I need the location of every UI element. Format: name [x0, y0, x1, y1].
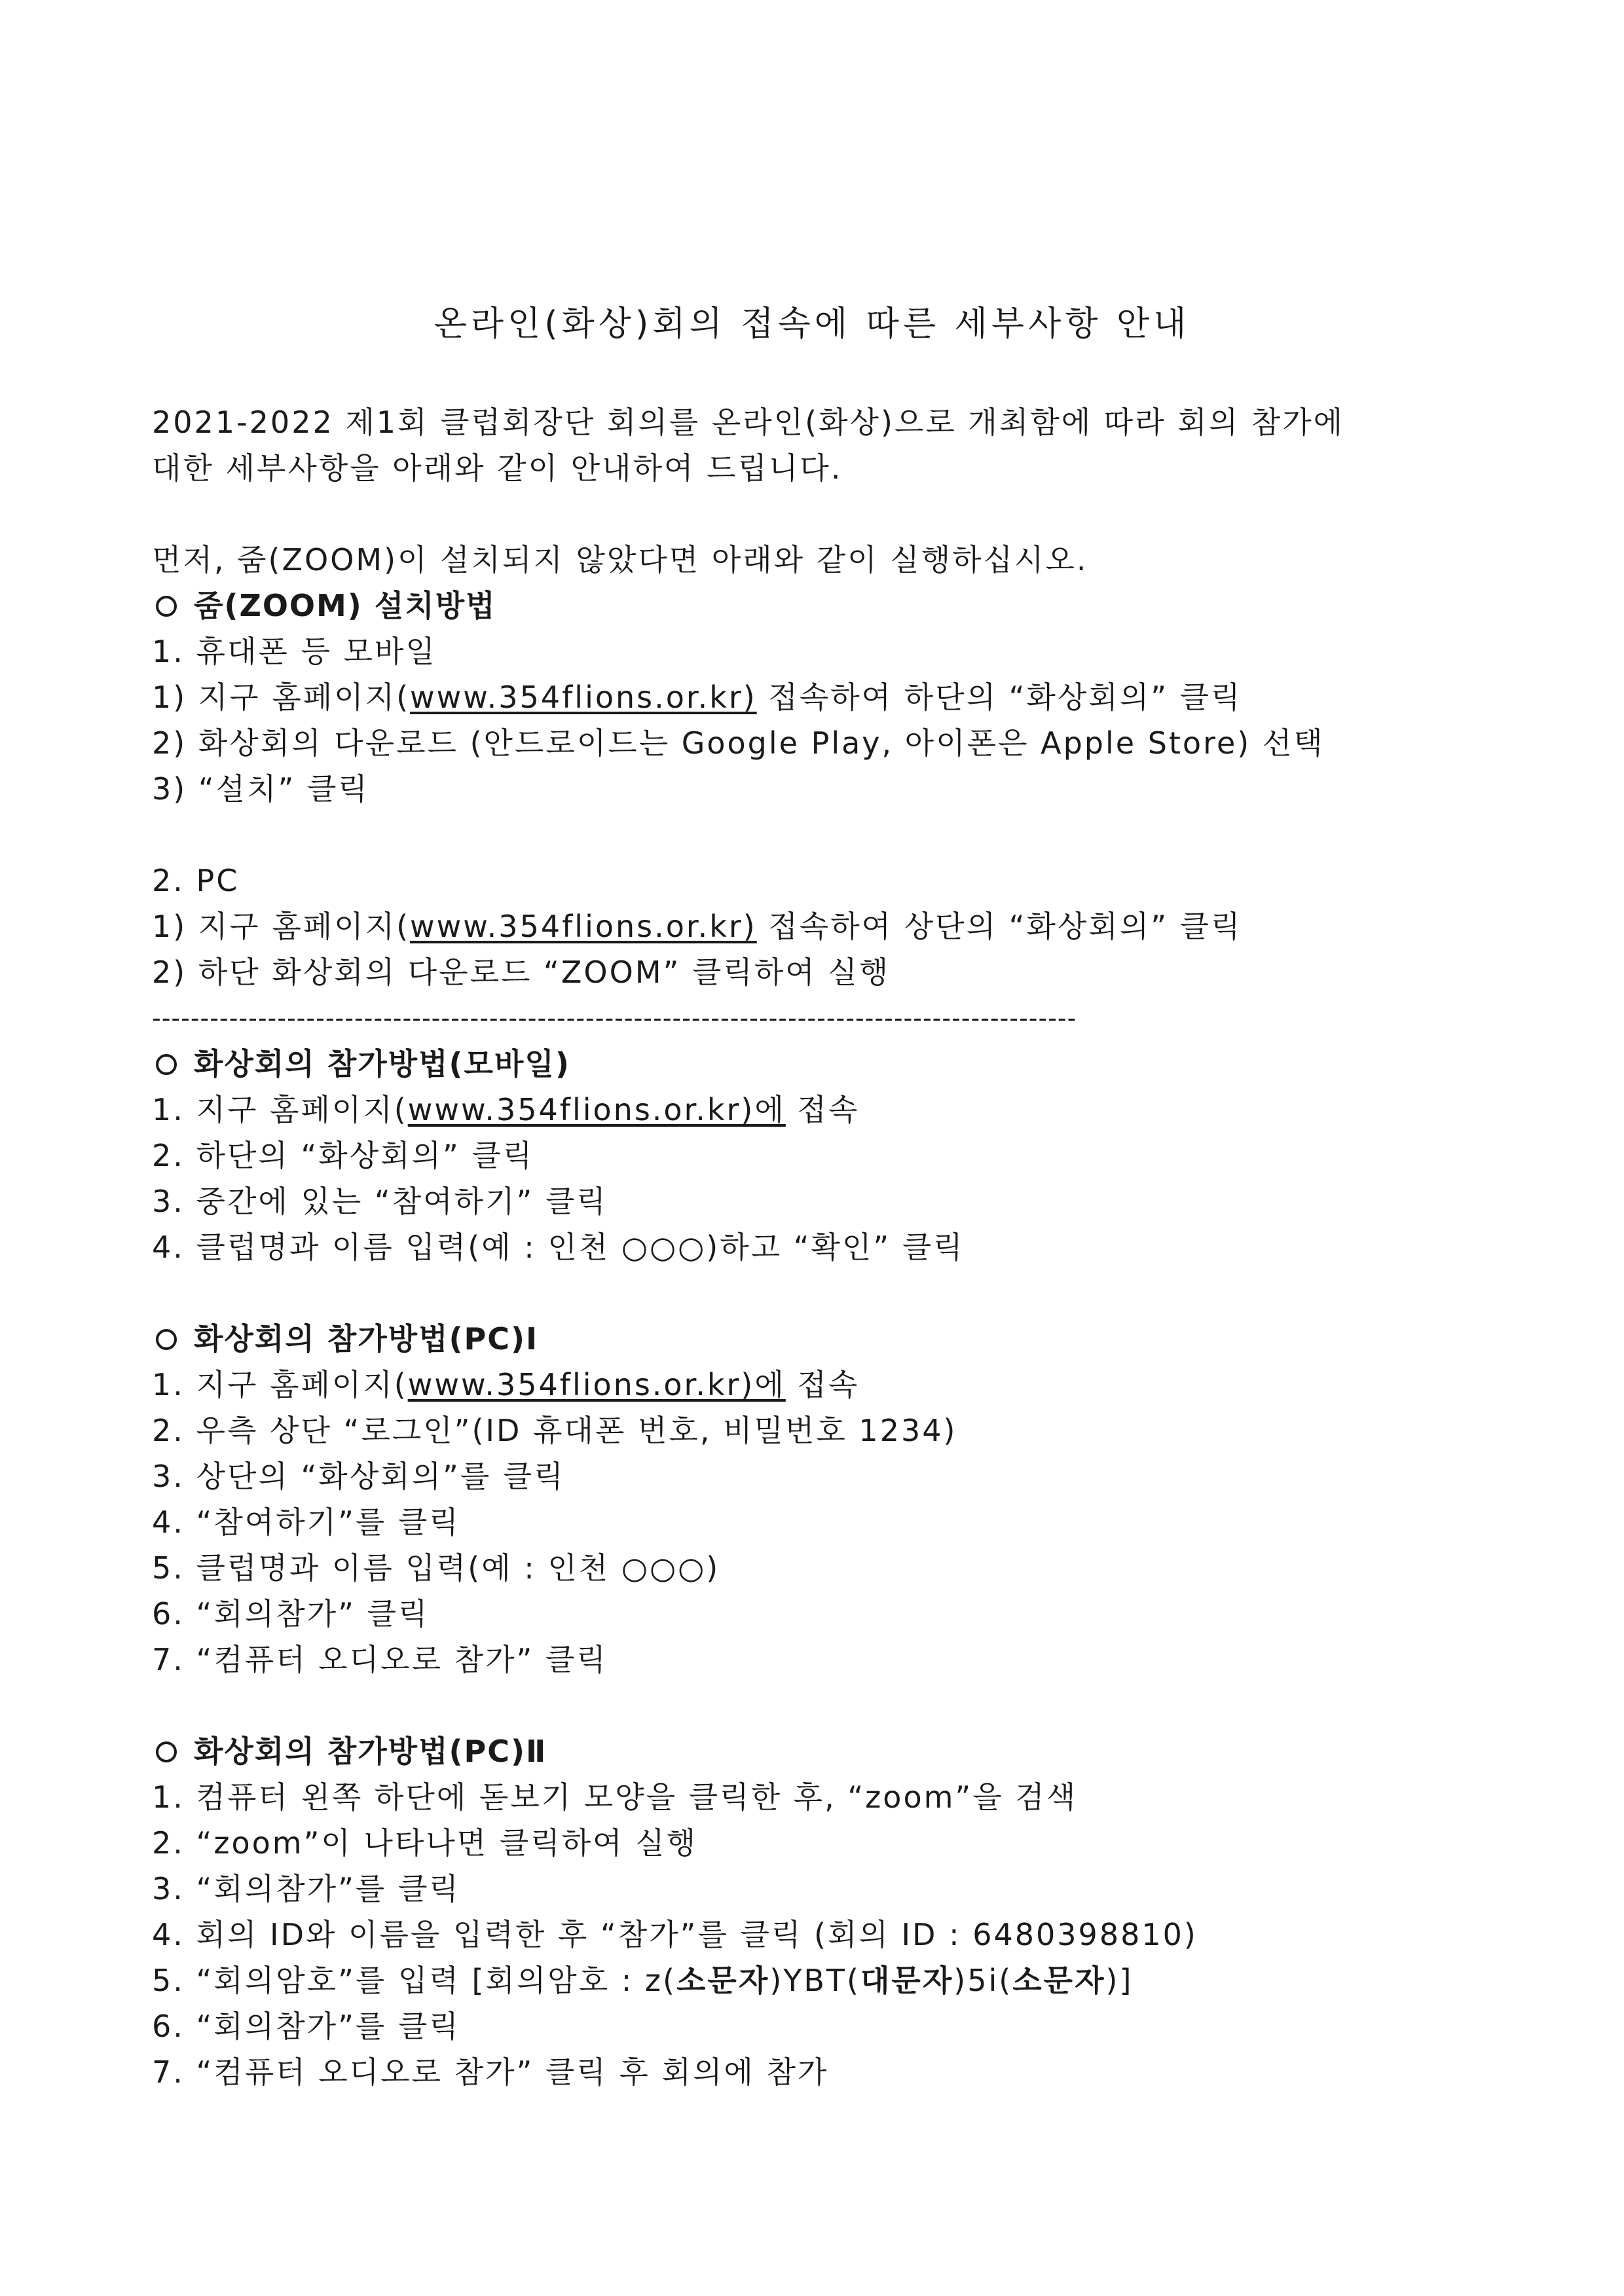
- section-heading-text: 줌(ZOOM) 설치방법: [194, 588, 496, 623]
- homepage-link[interactable]: www.354flions.or.kr): [410, 909, 757, 944]
- step-text: )5i(: [953, 1963, 1013, 1998]
- pc-join-1-step-5: 5. 클럽명과 이름 입력(예 : 인천 ○○○): [152, 1550, 720, 1586]
- step-text: 접속: [785, 1092, 860, 1127]
- pc-join-1-step-6: 6. “회의참가” 클릭: [152, 1596, 430, 1631]
- step-text: 접속하여 상단의 “화상회의” 클릭: [756, 909, 1242, 944]
- spacer: [152, 491, 1488, 537]
- pc-join-2-step-2: 2. “zoom”이 나타나면 클릭하여 실행: [152, 1825, 698, 1861]
- install-mobile-step-3: 3) “설치” 클릭: [152, 771, 369, 807]
- step-text: 5. “회의암호”를 입력 [회의암호 : z(: [152, 1963, 676, 1998]
- homepage-link[interactable]: www.354flions.or.kr): [410, 680, 757, 715]
- pc-join-2-step-4: 4. 회의 ID와 이름을 입력한 후 “참가”를 클릭 (회의 ID : 6480398810): [152, 1917, 1198, 1952]
- step-text: 1) 지구 홈페이지(: [152, 680, 411, 715]
- circle-bullet-icon: [156, 1054, 177, 1075]
- section-heading-install: [152, 583, 1488, 629]
- step-text: 1. 지구 홈페이지(: [152, 1092, 408, 1127]
- mobile-join-step-2: 2. 하단의 “화상회의” 클릭: [152, 1138, 534, 1173]
- pc-join-1-step-4: 4. “참여하기”를 클릭: [152, 1504, 460, 1540]
- preface-text: 먼저, 줌(ZOOM)이 설치되지 않았다면 아래와 같이 실행하십시오.: [152, 542, 1088, 577]
- pc-join-1-step-3: 3. 상단의 “화상회의”를 클릭: [152, 1459, 565, 1494]
- install-pc-step-2: 2) 하단 화상회의 다운로드 “ZOOM” 클릭하여 실행: [152, 955, 891, 990]
- spacer: [152, 1683, 1488, 1728]
- step-text: 접속: [785, 1367, 860, 1402]
- dashed-divider: ------------------------------------------------------------------------------------------------: [152, 1004, 1077, 1032]
- circle-bullet-icon: [156, 1741, 177, 1762]
- step-text: )]: [1105, 1963, 1134, 1998]
- mobile-join-step-4: 4. 클럽명과 이름 입력(예 : 인천 ○○○)하고 “확인” 클릭: [152, 1230, 965, 1265]
- install-mobile-title: 1. 휴대폰 등 모바일: [152, 634, 437, 669]
- homepage-link[interactable]: www.354flions.or.kr)에: [407, 1092, 786, 1127]
- homepage-link[interactable]: www.354flions.or.kr)에: [407, 1367, 786, 1402]
- step-text: 1) 지구 홈페이지(: [152, 909, 411, 944]
- lowercase-note: 소문자: [676, 1963, 770, 1998]
- pc-join-2-step-5: [152, 1958, 1488, 2003]
- circle-bullet-icon: [156, 1329, 177, 1350]
- step-text: 접속하여 하단의 “화상회의” 클릭: [756, 680, 1242, 715]
- pc-join-2-step-7: 7. “컴퓨터 오디오로 참가” 클릭 후 회의에 참가: [152, 2054, 829, 2090]
- document-body: [152, 399, 1488, 2095]
- pc-join-2-step-3: 3. “회의참가”를 클릭: [152, 1871, 460, 1906]
- uppercase-note: 대문자: [860, 1963, 954, 1998]
- step-text: )YBT(: [769, 1963, 860, 1998]
- section-heading-text: 화상회의 참가방법(PC)Ⅱ: [194, 1734, 547, 1769]
- section-heading-text: 화상회의 참가방법(PC)Ⅰ: [194, 1321, 539, 1357]
- section-heading-mobile-join: [152, 1041, 1488, 1087]
- install-pc-step-1: [152, 903, 1488, 949]
- intro-line-2: 대한 세부사항을 아래와 같이 안내하여 드립니다.: [152, 450, 843, 486]
- circle-bullet-icon: [156, 596, 177, 617]
- lowercase-note: 소문자: [1012, 1963, 1106, 1998]
- pc-join-2-step-6: 6. “회의참가”를 클릭: [152, 2009, 460, 2044]
- spacer: [152, 812, 1488, 858]
- pc-join-1-step-7: 7. “컴퓨터 오디오로 참가” 클릭: [152, 1642, 608, 1677]
- pc-join-1-step-2: 2. 우측 상단 “로그인”(ID 휴대폰 번호, 비밀번호 1234): [152, 1413, 957, 1448]
- pc-join-1-step-1: [152, 1362, 1488, 1408]
- section-heading-pc-join-1: [152, 1316, 1488, 1362]
- step-text: 1. 지구 홈페이지(: [152, 1367, 408, 1402]
- install-pc-title: 2. PC: [152, 863, 240, 898]
- page-title: 온라인(화상)회의 접속에 따른 세부사항 안내: [434, 304, 1190, 344]
- section-heading-pc-join-2: [152, 1728, 1488, 1774]
- pc-join-2-step-1: 1. 컴퓨터 왼쪽 하단에 돋보기 모양을 클릭한 후, “zoom”을 검색: [152, 1779, 1078, 1815]
- intro-line-1: 2021-2022 제1회 클럽회장단 회의를 온라인(화상)으로 개최함에 따라 회의 참가에: [152, 405, 1345, 440]
- install-mobile-step-1: [152, 674, 1488, 720]
- install-mobile-step-2: 2) 화상회의 다운로드 (안드로이드는 Google Play, 아이폰은 Apple Store) 선택: [152, 725, 1325, 761]
- mobile-join-step-1: [152, 1087, 1488, 1133]
- spacer: [152, 1270, 1488, 1316]
- section-heading-text: 화상회의 참가방법(모바일): [194, 1046, 570, 1082]
- mobile-join-step-3: 3. 중간에 있는 “참여하기” 클릭: [152, 1184, 608, 1219]
